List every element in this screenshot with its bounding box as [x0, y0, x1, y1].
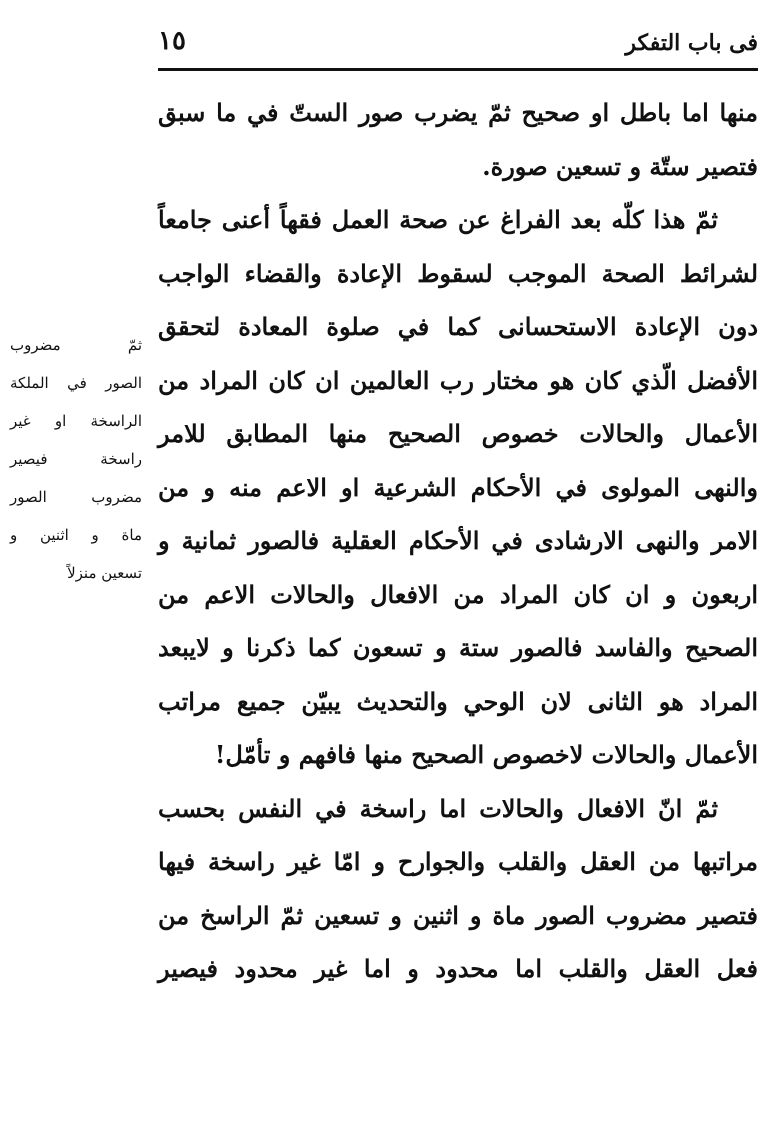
text-line: الأفضل الّذي كان هو مختار رب العالمين ان كان المراد من [158, 365, 758, 395]
margin-note-line: تسعين منزلاً [67, 564, 142, 582]
text-line: المراد هو الثانى لان الوحي والتحديث يبيّن جميع مراتب [158, 686, 758, 716]
page-number: ١٥ [158, 26, 186, 56]
text-line: فعل العقل والقلب اما محدود و اما غير محدود فيصير [158, 954, 758, 983]
margin-note-line: الراسخة او غير [10, 412, 142, 430]
main-text [158, 86, 758, 996]
text-line: دون الإعادة الاستحسانى كما في صلوة المعادة لتحقق [158, 312, 758, 341]
running-title: فی باب التفکر [625, 30, 758, 56]
text-line: الأعمال والحالات خصوص الصحيح منها المطابق للامر [158, 419, 758, 448]
text-line: ثمّ هذا كلّه بعد الفراغ عن صحة العمل فقهاً أعنى جامعاً [158, 205, 718, 234]
margin-note-line: الصور في الملكة [10, 374, 142, 392]
text-line: اربعون و ان كان المراد من الافعال والحالات الاعم من [158, 579, 758, 609]
text-line: مراتبها من العقل والقلب والجوارح و امّا غير راسخة فيها [158, 847, 758, 876]
margin-note-line: ماة و اثنين و [10, 526, 142, 544]
text-line: لشرائط الصحة الموجب لسقوط الإعادة والقضاء الواجب [158, 258, 758, 288]
margin-note-line: مضروب الصور [10, 488, 142, 506]
text-line: الامر والنهى الارشادى في الأحكام العقلية فالصور ثمانية و [158, 526, 758, 555]
page-header [158, 26, 758, 66]
text-line: منها اما باطل او صحيح ثمّ يضرب صور الستّ في ما سبق [158, 98, 758, 127]
text-line: الأعمال والحالات لاخصوص الصحيح منها فافهم و تأمّل! [214, 740, 758, 769]
text-line: فتصير ستّة و تسعين صورة. [482, 151, 758, 181]
text-line: والنهى المولوى في الأحكام الشرعية او الاعم منه و من [158, 472, 758, 502]
text-line: الصحيح والفاسد فالصور ستة و تسعون كما ذكرنا و لايبعد [158, 633, 758, 662]
text-line: فتصير مضروب الصور ماة و اثنين و تسعين ثمّ الراسخ من [158, 900, 758, 930]
margin-note-line: راسخة فيصير [10, 450, 142, 468]
margin-note [10, 326, 142, 592]
margin-note-line: ثمّ مضروب [10, 336, 142, 354]
header-rule [158, 68, 758, 71]
text-line: ثمّ انّ الافعال والحالات اما راسخة في النفس بحسب [158, 793, 718, 823]
